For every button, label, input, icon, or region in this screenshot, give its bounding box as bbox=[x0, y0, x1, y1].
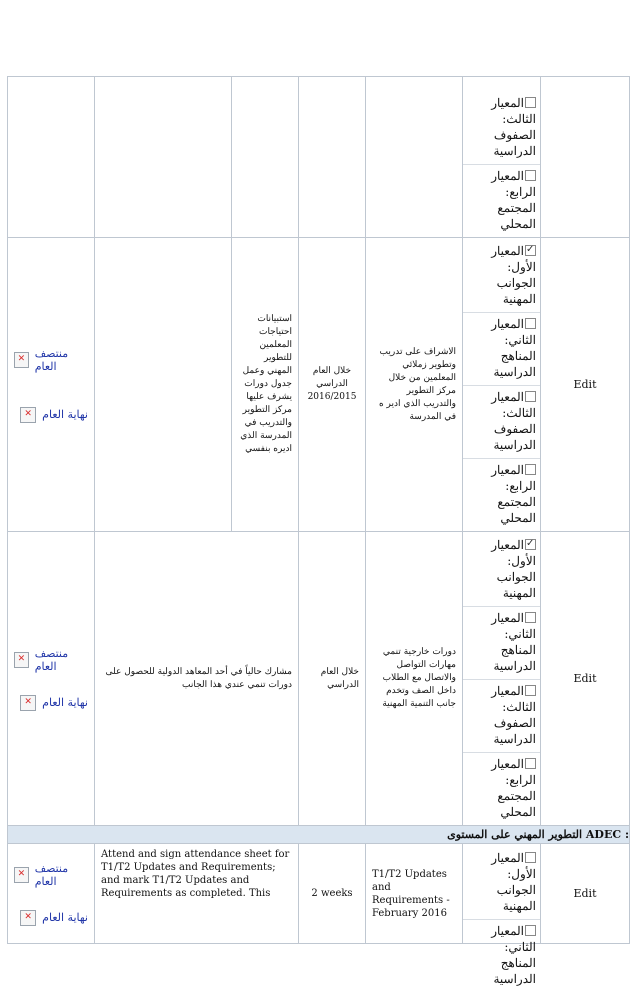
indicator-cell bbox=[366, 77, 463, 238]
indicator-cell bbox=[366, 844, 463, 944]
checkbox-icon[interactable] bbox=[525, 170, 536, 181]
standard-3-item[interactable]: المعيار الثالث: الصفوف الدراسية bbox=[463, 680, 540, 753]
indicator-text: T1/T2 Updates and Requirements - February 2016 bbox=[372, 868, 450, 919]
standards-cell bbox=[463, 532, 541, 826]
timeframe-text: 2 weeks bbox=[311, 888, 353, 899]
status-cell bbox=[8, 77, 95, 238]
checkbox-icon[interactable] bbox=[525, 612, 536, 623]
standard-4-item[interactable]: المعيار الرابع: المجتمع المحلي bbox=[491, 757, 536, 819]
table-row bbox=[8, 532, 630, 826]
activity-text: Attend and sign attendance sheet for T1/T2 Updates and Requirements; and mark T1/T2 Updates and Requirements as completed. This bbox=[101, 849, 290, 899]
activity-cell bbox=[232, 238, 299, 532]
midyear-status-label: منتصف العام bbox=[34, 861, 69, 888]
checkbox-icon[interactable] bbox=[525, 852, 536, 863]
checkbox-icon[interactable] bbox=[525, 97, 536, 108]
indicator-text: دورات خارجية تنمي مهارات التواصل والاتصال مع الطلاب داخل الصف وتخدم جانب التنمية المهنية bbox=[382, 647, 456, 709]
activity-cell bbox=[232, 77, 299, 238]
spacer-cell bbox=[95, 238, 232, 532]
standards-cell bbox=[463, 238, 541, 532]
professional-development-plan-table bbox=[7, 76, 630, 986]
edit-cell bbox=[541, 238, 630, 532]
checkbox-icon[interactable] bbox=[525, 685, 536, 696]
activity-text: مشارك حالياً في أحد المعاهد الدولية للحصول على دورات تنمي عندي هذا الجانب bbox=[105, 666, 292, 690]
edit-link[interactable]: Edit bbox=[573, 887, 597, 900]
broken-image-icon: ✕ bbox=[14, 352, 29, 368]
checked-checkbox-icon[interactable] bbox=[525, 539, 536, 550]
indicator-cell bbox=[366, 532, 463, 826]
endyear-status-label: نهاية العام bbox=[42, 408, 88, 421]
standards-cell bbox=[463, 77, 541, 238]
broken-image-icon: ✕ bbox=[14, 867, 29, 883]
indicator-cell bbox=[366, 238, 463, 532]
standard-2-item[interactable]: المعيار الثاني: المناهج الدراسية bbox=[491, 923, 536, 986]
table-row bbox=[8, 844, 630, 944]
timeframe-cell bbox=[299, 844, 366, 944]
standard-3-item[interactable]: المعيار الثالث: الصفوف الدراسية bbox=[463, 92, 540, 165]
standard-1-item[interactable]: ✓المعيار الأول: الجوانب المهنية bbox=[463, 240, 540, 313]
table-row bbox=[8, 238, 630, 532]
standard-2-item[interactable]: المعيار الثاني: المناهج الدراسية bbox=[463, 313, 540, 386]
endyear-status-label: نهاية العام bbox=[42, 911, 88, 924]
timeframe-cell bbox=[299, 238, 366, 532]
section-title: : ADEC التطوير المهني على المستوى bbox=[8, 826, 630, 844]
broken-image-icon: ✕ bbox=[20, 910, 36, 926]
standard-3-item[interactable]: المعيار الثالث: الصفوف الدراسية bbox=[463, 386, 540, 459]
edit-cell bbox=[541, 532, 630, 826]
checkbox-icon[interactable] bbox=[525, 464, 536, 475]
activity-cell bbox=[95, 532, 299, 826]
broken-image-icon: ✕ bbox=[14, 652, 29, 668]
table-row bbox=[8, 77, 630, 238]
activity-text: استبيانات احتياجات المعلمين للتطوير المهني وعمل جدول دورات يشرف عليها مركز التطوير والتدريب في المدرسة الذي اديره بنفسي bbox=[240, 314, 292, 454]
standard-4-item[interactable]: المعيار الرابع: المجتمع المحلي bbox=[491, 463, 536, 525]
edit-link[interactable]: Edit bbox=[573, 672, 597, 685]
broken-image-icon: ✕ bbox=[20, 695, 36, 711]
broken-image-icon: ✕ bbox=[20, 407, 36, 423]
midyear-status-label: منتصف العام bbox=[34, 346, 69, 373]
standard-1-item[interactable]: ✓المعيار الأول: الجوانب المهنية bbox=[463, 534, 540, 607]
status-cell bbox=[8, 532, 95, 826]
checkbox-icon[interactable] bbox=[525, 758, 536, 769]
status-cell bbox=[8, 238, 95, 532]
checkbox-icon[interactable] bbox=[525, 318, 536, 329]
standard-2-item[interactable]: المعيار الثاني: المناهج الدراسية bbox=[463, 607, 540, 680]
timeframe-text: خلال العام الدراسي bbox=[320, 666, 359, 690]
edit-cell bbox=[541, 844, 630, 944]
edit-cell bbox=[541, 77, 630, 238]
plan-table-sheet bbox=[7, 76, 630, 986]
edit-link[interactable]: Edit bbox=[573, 378, 597, 391]
activity-cell bbox=[95, 844, 299, 944]
standards-cell bbox=[463, 844, 541, 986]
standard-1-item[interactable]: المعيار الأول: الجوانب المهنية bbox=[463, 847, 540, 920]
timeframe-cell bbox=[299, 77, 366, 238]
spacer-cell bbox=[95, 77, 232, 238]
endyear-status-label: نهاية العام bbox=[42, 696, 88, 709]
timeframe-cell bbox=[299, 532, 366, 826]
checkbox-icon[interactable] bbox=[525, 925, 536, 936]
section-header-row bbox=[8, 826, 630, 844]
checked-checkbox-icon[interactable] bbox=[525, 245, 536, 256]
status-cell bbox=[8, 844, 95, 944]
standard-4-item[interactable]: المعيار الرابع: المجتمع المحلي bbox=[491, 169, 536, 231]
indicator-text: الاشراف على تدريب وتطوير زملائي المعلمين من خلال مركز التطوير والتدريب الذي ادير ه في المدرسة bbox=[378, 346, 456, 422]
timeframe-text: خلال العام الدراسي 2016/2015 bbox=[307, 366, 357, 402]
midyear-status-label: منتصف العام bbox=[34, 646, 69, 673]
checkbox-icon[interactable] bbox=[525, 391, 536, 402]
